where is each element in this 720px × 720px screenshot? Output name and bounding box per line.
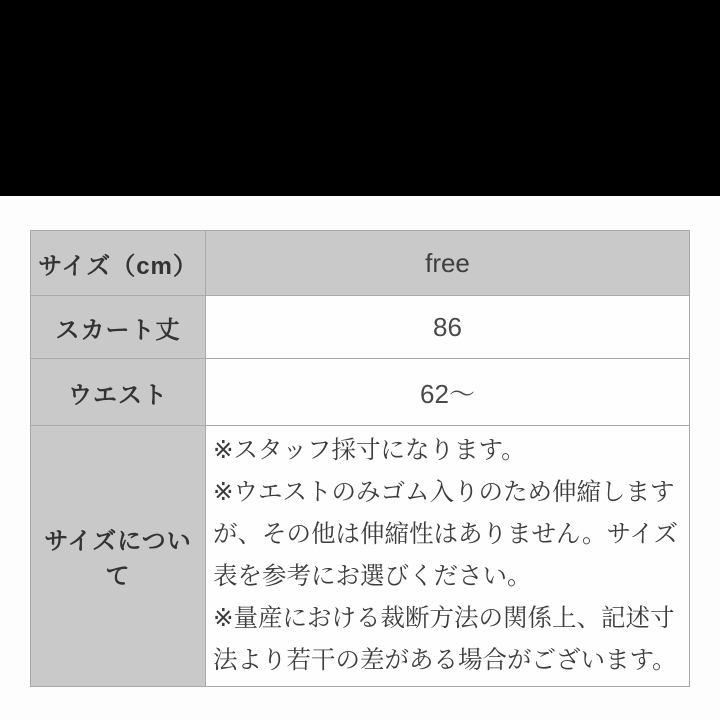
size-spec-table: [30, 230, 690, 687]
about-size-label: サイズについて: [31, 426, 206, 687]
size-header-label: サイズ（cm）: [31, 231, 206, 296]
skirt-length-label: スカート丈: [31, 296, 206, 359]
top-black-bar: [0, 0, 720, 196]
size-note-staff-measurement: ※スタッフ採寸になります。: [213, 437, 526, 464]
waist-label: ウエスト: [31, 359, 206, 426]
table-row-about-size: [31, 426, 690, 687]
waist-value: 62～: [206, 359, 690, 426]
size-note-elastic-waist: ※ウエストのみゴム入りのため伸縮しますが、その他は伸縮性はありません。サイズ表を参考にお選びください。: [213, 479, 679, 590]
table-row-size-header: [31, 231, 690, 296]
size-note-cutting-variance: ※量産における裁断方法の関係上、記述寸法より若干の差がある場合がございます。: [213, 605, 677, 674]
table-row-waist: [31, 359, 690, 426]
size-header-value: free: [206, 231, 690, 296]
skirt-length-value: 86: [206, 296, 690, 359]
table-row-skirt-length: [31, 296, 690, 359]
about-size-notes: [206, 426, 690, 687]
